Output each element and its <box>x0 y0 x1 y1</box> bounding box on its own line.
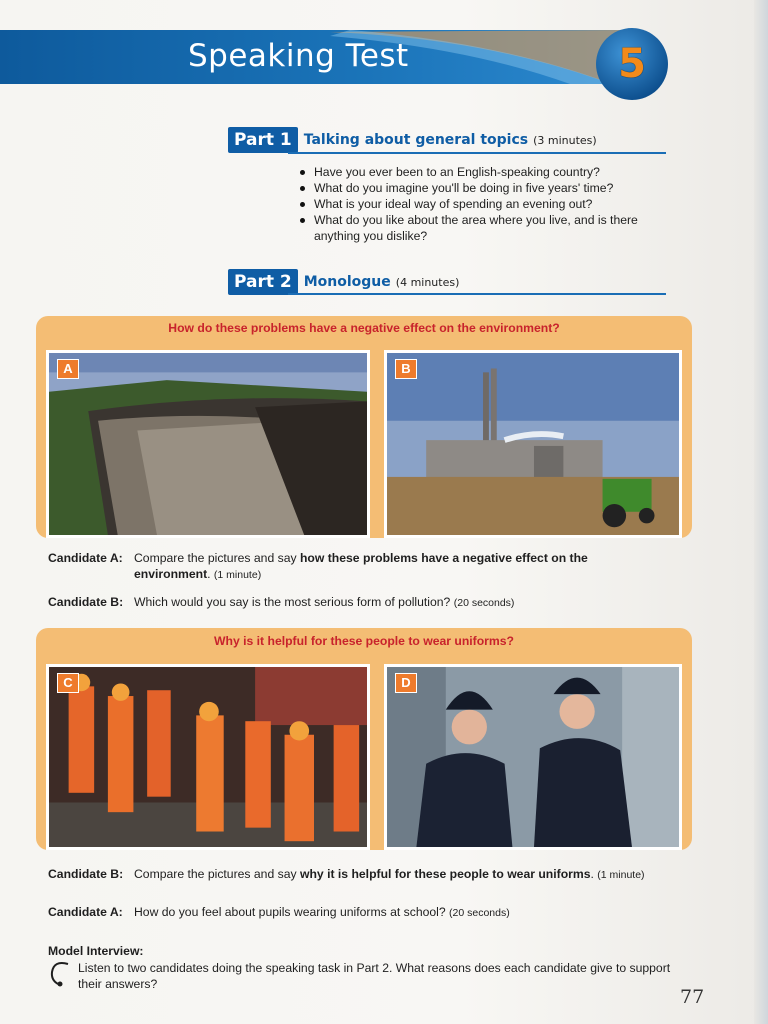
part2-heading <box>228 268 459 296</box>
part1-heading <box>228 126 597 154</box>
photo-b <box>384 350 682 538</box>
task1-candidate-a: Candidate A: Compare the pictures and say how these problems have a negative effect on the environment. (1 minute) <box>48 551 588 581</box>
task1-panel <box>36 316 692 538</box>
task2-candidate-b: Candidate B: Compare the pictures and say why it is helpful for these people to wear uniforms. (1 minute) <box>48 867 645 881</box>
candidate-bold-text: why it is helpful for these people to wear uniforms <box>299 867 591 881</box>
candidate-time: (20 seconds) <box>449 907 510 919</box>
unit-number: 5 <box>618 41 646 87</box>
audio-icon <box>48 958 74 988</box>
part2-label: Part 2 <box>228 269 298 295</box>
power-station-tractor-image <box>387 353 679 535</box>
page-edge <box>754 0 768 1024</box>
photo-a <box>46 350 370 538</box>
part1-rule <box>288 152 666 154</box>
candidate-text: How do you feel about pupils wearing uniforms at school? <box>134 905 446 919</box>
candidate-label: Candidate B: <box>48 867 124 881</box>
task2-question: Why is it helpful for these people to wear uniforms? <box>214 634 514 648</box>
part1-question-list <box>298 164 678 244</box>
part1-time: (3 minutes) <box>533 133 597 147</box>
list-item: What do you like about the area where you live, and is there anything you dislike? <box>298 212 678 244</box>
part2-time: (4 minutes) <box>395 275 460 289</box>
photo-a-label: A <box>57 359 79 379</box>
candidate-bold-text: how these problems have a negative effect on the <box>299 551 588 565</box>
candidate-text: Which would you say is the most serious form of pollution? <box>134 595 451 609</box>
polluted-shore-image <box>49 353 367 535</box>
task1-candidate-b <box>48 594 688 611</box>
candidate-time: (20 seconds) <box>453 597 515 609</box>
schoolchildren-uniforms-image <box>49 667 367 847</box>
candidate-text: Compare the pictures and say <box>134 867 297 881</box>
police-officers-image <box>387 667 679 847</box>
part1-label: Part 1 <box>228 127 298 153</box>
candidate-time: (1 minute) <box>213 569 262 581</box>
photo-d <box>384 664 682 850</box>
photo-b-label: B <box>395 359 417 379</box>
candidate-text: Compare the pictures and say <box>134 551 297 565</box>
page-title: Speaking Test <box>188 38 409 74</box>
page-number: 77 <box>680 986 705 1008</box>
model-interview-heading: Model Interview: <box>48 944 144 958</box>
candidate-time: (1 minute) <box>597 869 645 881</box>
unit-badge <box>596 28 668 100</box>
photo-d-label: D <box>395 673 417 693</box>
part1-title: Talking about general topics <box>303 132 529 148</box>
model-interview-text: Listen to two candidates doing the speaking task in Part 2. What reasons does each candidate give to support their answers? <box>78 961 671 991</box>
photo-c-label: C <box>57 673 79 693</box>
list-item: What is your ideal way of spending an evening out? <box>298 196 678 212</box>
candidate-bold-text: environment <box>134 567 208 581</box>
list-item: What do you imagine you'll be doing in five years' time? <box>298 180 678 196</box>
photo-c <box>46 664 370 850</box>
candidate-label: Candidate A: <box>48 551 123 565</box>
part2-title: Monologue <box>303 274 391 290</box>
list-item: Have you ever been to an English-speaking country? <box>298 164 678 180</box>
part2-rule <box>288 293 666 295</box>
task2-candidate-a <box>48 904 688 921</box>
task1-question: How do these problems have a negative effect on the environment? <box>168 321 560 335</box>
candidate-label: Candidate A: <box>48 905 123 919</box>
candidate-label: Candidate B: <box>48 595 124 609</box>
task2-panel <box>36 628 692 850</box>
